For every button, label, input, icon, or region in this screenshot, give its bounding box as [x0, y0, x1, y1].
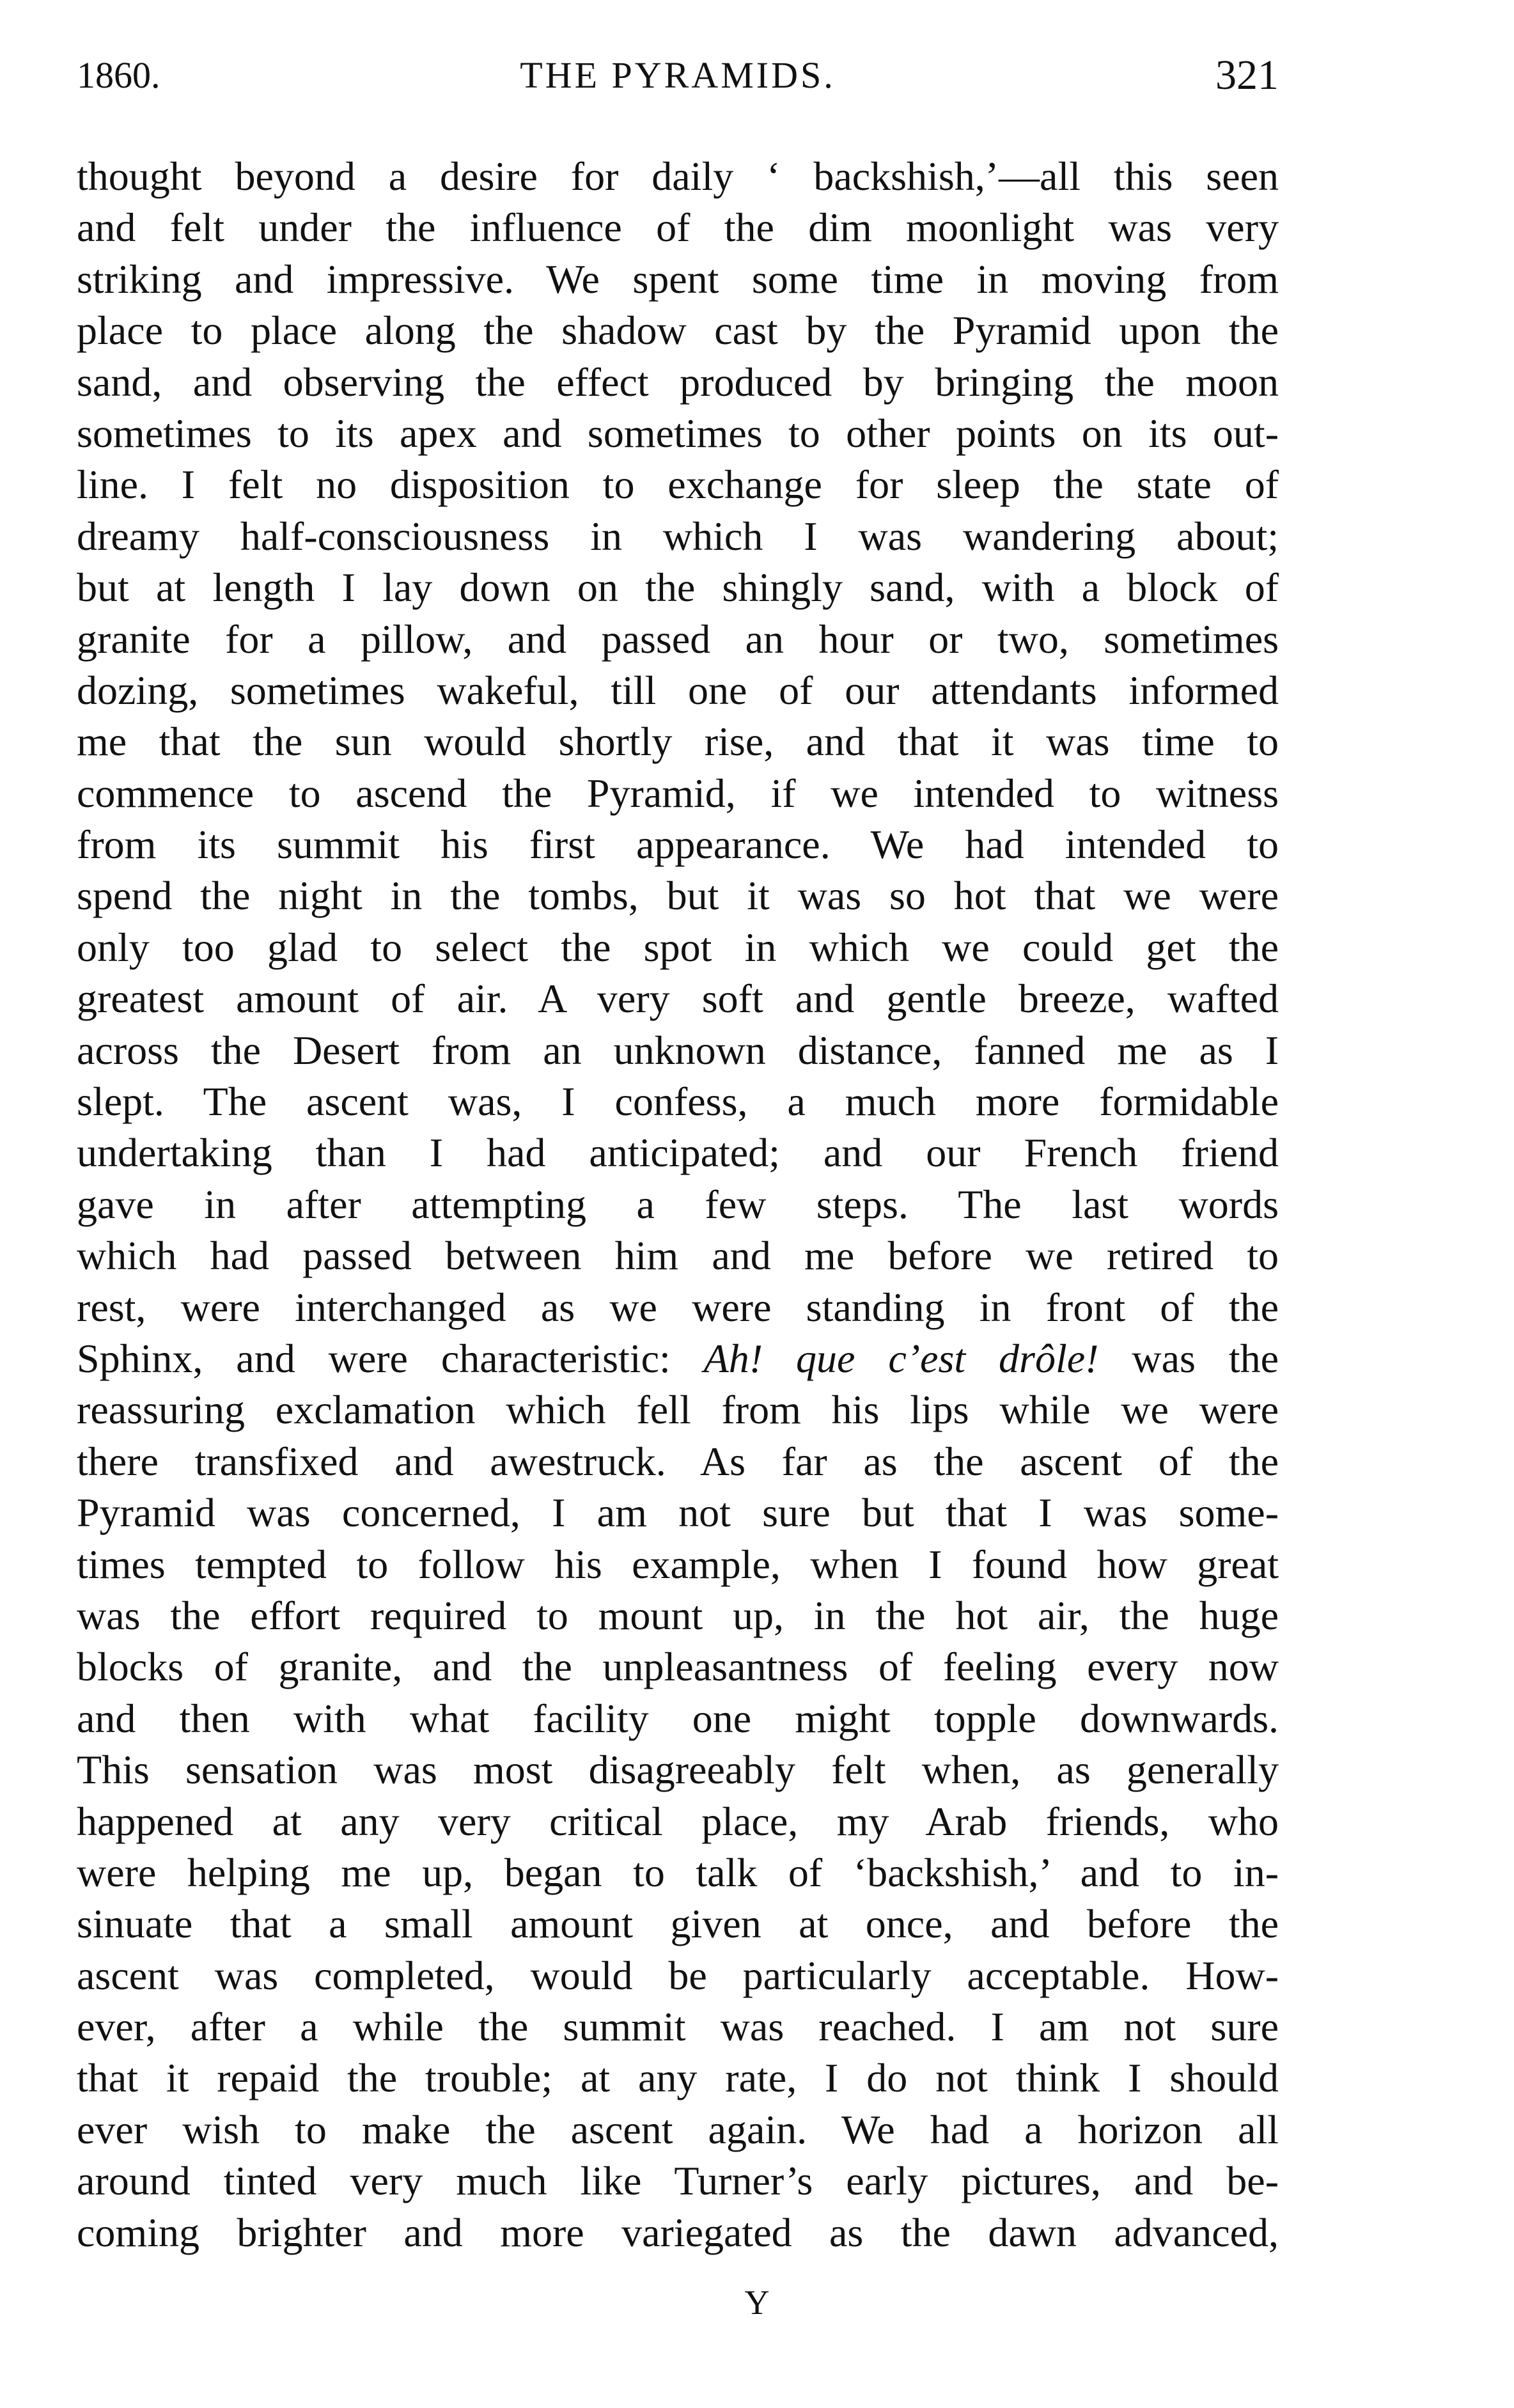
text-line: line. I felt no disposition to exchange for sleep the state of — [77, 462, 1279, 508]
text-line: commence to ascend the Pyramid, if we intended to witness — [77, 770, 1279, 816]
italic-exclamation: Ah! que c’est drôle! — [703, 1335, 1099, 1381]
text-line: but at length I lay down on the shingly sand, with a block of — [77, 565, 1279, 611]
text-line: gave in after attempting a few steps. The last words — [77, 1181, 1279, 1227]
text-line: This sensation was most disagreeably felt when, as generally — [77, 1747, 1279, 1793]
text-line: and then with what facility one might topple downwards. — [77, 1695, 1279, 1741]
body-text — [77, 151, 1279, 2258]
text-line: ascent was completed, would be particularly acceptable. How- — [77, 1952, 1279, 1998]
text-line: across the Desert from an unknown distance, fanned me as I — [77, 1027, 1279, 1073]
header-year: 1860. — [77, 54, 160, 96]
text-line: there transfixed and awestruck. As far as the ascent of the — [77, 1438, 1279, 1484]
text-line: ever, after a while the summit was reached. I am not sure — [77, 2004, 1279, 2050]
text-line: sand, and observing the effect produced by bringing the moon — [77, 359, 1279, 405]
text-line: only too glad to select the spot in which we could get the — [77, 924, 1279, 970]
text-line: slept. The ascent was, I confess, a much more formidable — [77, 1079, 1279, 1125]
text-line: from its summit his first appearance. We had intended to — [77, 822, 1279, 868]
text-line-with-italic — [77, 1333, 1279, 1384]
text-line: around tinted very much like Turner’s early pictures, and be- — [77, 2158, 1279, 2204]
text-line: greatest amount of air. A very soft and gentle breeze, wafted — [77, 976, 1279, 1022]
text-line: was the effort required to mount up, in the hot air, the huge — [77, 1592, 1279, 1638]
text-line: happened at any very critical place, my Arab friends, who — [77, 1798, 1279, 1844]
text-line: coming brighter and more variegated as the dawn advanced, — [77, 2209, 1279, 2255]
line-text-before-italic: Sphinx, and were characteristic: — [77, 1335, 704, 1381]
page-number: 321 — [1215, 52, 1279, 98]
text-line: sometimes to its apex and sometimes to other points on its out- — [77, 410, 1279, 456]
text-line: sinuate that a small amount given at once, and before the — [77, 1901, 1279, 1947]
text-line: dozing, sometimes wakeful, till one of our attendants informed — [77, 667, 1279, 713]
text-line: which had passed between him and me before we retired to — [77, 1233, 1279, 1279]
text-line: dreamy half-consciousness in which I was wandering about; — [77, 513, 1279, 559]
line-text-after-italic: was the — [1098, 1335, 1279, 1381]
signature-mark: Y — [744, 2283, 770, 2322]
text-line: undertaking than I had anticipated; and our French friend — [77, 1130, 1279, 1176]
text-line: Pyramid was concerned, I am not sure but that I was some- — [77, 1490, 1279, 1536]
text-line: were helping me up, began to talk of ‘backshish,’ and to in- — [77, 1849, 1279, 1895]
text-line: spend the night in the tombs, but it was so hot that we were — [77, 873, 1279, 919]
text-line: granite for a pillow, and passed an hour or two, sometimes — [77, 616, 1279, 662]
text-line: me that the sun would shortly rise, and that it was time to — [77, 719, 1279, 765]
running-header — [77, 50, 1279, 101]
text-line: reassuring exclamation which fell from his lips while we were — [77, 1387, 1279, 1433]
text-line: that it repaid the trouble; at any rate, I do not think I should — [77, 2055, 1279, 2101]
text-line: striking and impressive. We spent some time in moving from — [77, 256, 1279, 302]
text-line: times tempted to follow his example, when I found how great — [77, 1541, 1279, 1587]
text-line: place to place along the shadow cast by the Pyramid upon the — [77, 308, 1279, 354]
text-line: and felt under the influence of the dim moonlight was very — [77, 205, 1279, 251]
text-line: blocks of granite, and the unpleasantness of feeling every now — [77, 1644, 1279, 1690]
text-line: ever wish to make the ascent again. We had a horizon all — [77, 2106, 1279, 2152]
running-title: THE PYRAMIDS. — [520, 54, 836, 96]
text-line: rest, were interchanged as we were standing in front of the — [77, 1284, 1279, 1330]
text-line: thought beyond a desire for daily ‘ backshish,’—all this seen — [77, 153, 1279, 199]
